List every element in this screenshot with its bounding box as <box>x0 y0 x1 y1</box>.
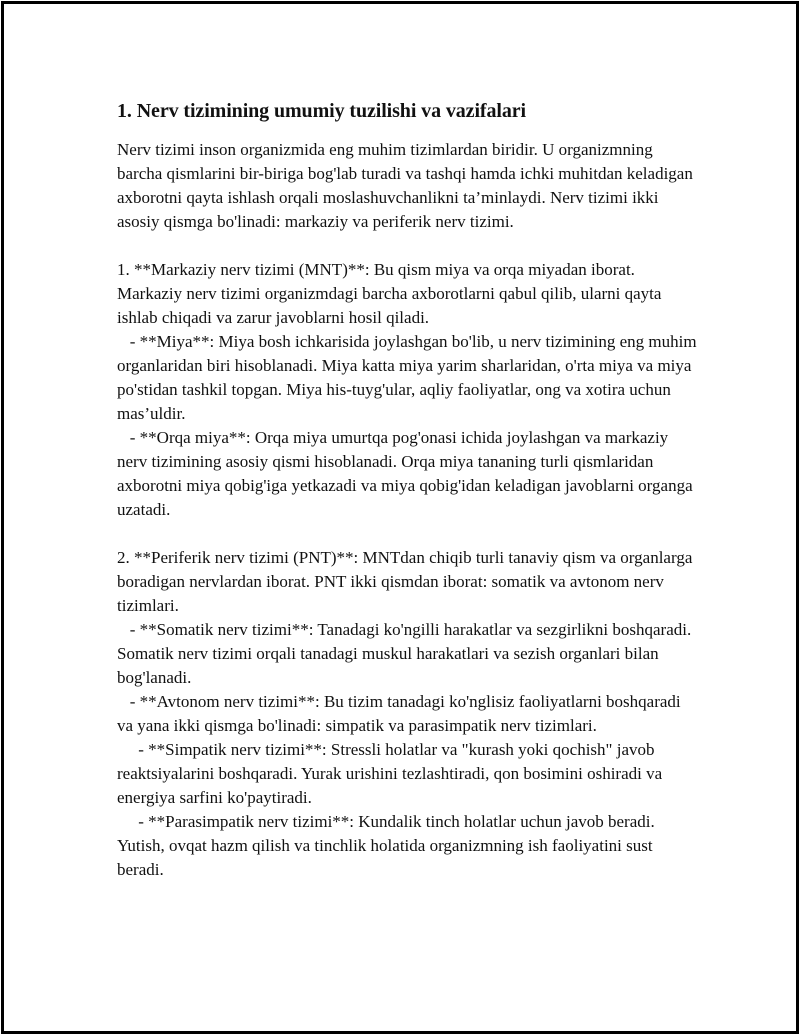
mnt-paragraph: 1. **Markaziy nerv tizimi (MNT)**: Bu qism miya va orqa miyadan iborat. Markaziy nerv tizimi organizmdagi barcha axborotlarni qabul qilib, ularni qayta ishlab chiqadi va zarur javoblarni hosil qiladi. <box>117 260 666 327</box>
section-title: 1. Nerv tizimining umumiy tuzilishi va vazifalari <box>117 100 526 122</box>
orqa-miya-paragraph: - **Orqa miya**: Orqa miya umurtqa pog'onasi ichida joylashgan va markaziy nerv tizimining asosiy qismi hisoblanadi. Orqa miya tananing turli qismlaridan axborotni miya qobig'iga yetkazadi va miya qobig'idan keladigan javoblarni organga uzatadi. <box>117 428 697 519</box>
paragraph-gap <box>117 234 697 258</box>
page-frame <box>1 1 799 1034</box>
paragraph-gap <box>117 522 697 546</box>
avtonom-paragraph: - **Avtonom nerv tizimi**: Bu tizim tanadagi ko'nglisiz faoliyatlarni boshqaradi va yana ikki qismga bo'linadi: simpatik va parasimpatik nerv tizimlari. <box>117 692 685 735</box>
somatik-paragraph: - **Somatik nerv tizimi**: Tanadagi ko'ngilli harakatlar va sezgirlikni boshqaradi. Somatik nerv tizimi orqali tanadagi muskul harakatlari va sezish organlari bilan bog'lanadi. <box>117 620 696 687</box>
pnt-paragraph: 2. **Periferik nerv tizimi (PNT)**: MNTdan chiqib turli tanaviy qism va organlarga boradigan nervlardan iborat. PNT ikki qismdan iborat: somatik va avtonom nerv tizimlari. <box>117 548 697 615</box>
simpatik-paragraph: - **Simpatik nerv tizimi**: Stressli holatlar va "kurash yoki qochish" javob reaktsiyalarini boshqaradi. Yurak urishini tezlashtiradi, qon bosimini oshiradi va energiya sarfini ko'paytiradi. <box>117 740 667 807</box>
miya-paragraph: - **Miya**: Miya bosh ichkarisida joylashgan bo'lib, u nerv tizimining eng muhim organlaridan biri hisoblanadi. Miya katta miya yarim sharlaridan, o'rta miya va miya po'stidan tashkil topgan. Miya his-tuyg'ular, aqliy faoliyatlar, ong va xotira uchun mas’uldir. <box>117 332 701 423</box>
parasimpatik-paragraph: - **Parasimpatik nerv tizimi**: Kundalik tinch holatlar uchun javob beradi. Yutish, ovqat hazm qilish va tinchlik holatida organizmning ish faoliyatini sust beradi. <box>117 812 659 879</box>
document-body <box>117 98 701 882</box>
intro-paragraph: Nerv tizimi inson organizmida eng muhim tizimlardan biridir. U organizmning barcha qismlarini bir-biriga bog'lab turadi va tashqi hamda ichki muhitdan keladigan axborotni qayta ishlash orqali moslashuvchanlikni ta’minlaydi. Nerv tizimi ikki asosiy qismga bo'linadi: markaziy va periferik nerv tizimi. <box>117 140 698 231</box>
